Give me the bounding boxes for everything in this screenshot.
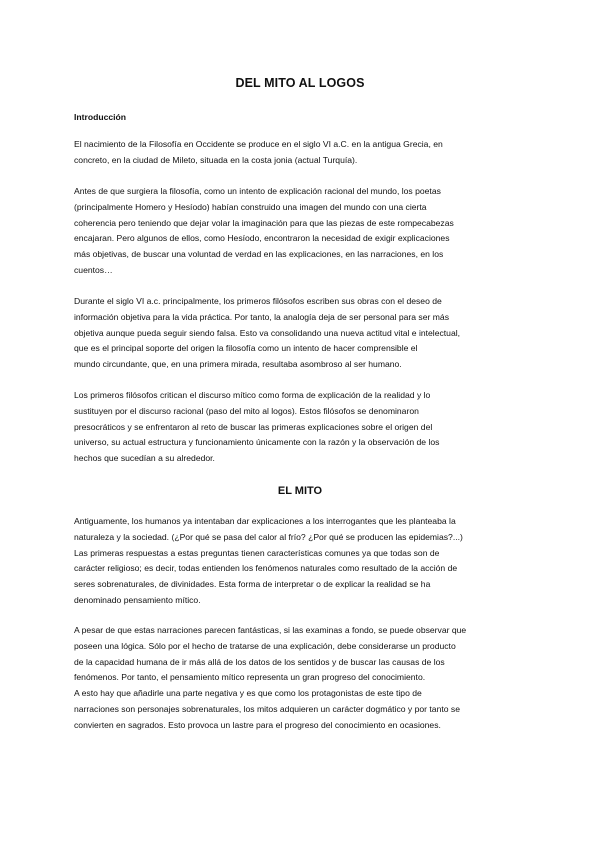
mito-paragraph-2 [74,623,534,734]
paragraph-line: cuentos… [74,264,113,275]
paragraph-line: Antes de que surgiera la filosofía, como un intento de explicación racional del mundo, los poetas [74,186,441,196]
paragraph-line: concreto, en la ciudad de Mileto, situada en la costa jonia (actual Turquía). [74,154,358,165]
paragraph-line: carácter religioso; es decir, todas entienden los fenómenos naturales como resultado de la acción de [74,563,458,574]
section-title-el-mito: EL MITO [277,485,323,497]
paragraph-line: naturaleza y la sociedad. (¿Por qué se pasa del calor al frío? ¿Por qué se producen las epidemias?...) [74,531,463,542]
paragraph-line: El nacimiento de la Filosofía en Occidente se produce en el siglo VI a.C. en la antigua Grecia, en [74,139,443,149]
page-title: DEL MITO AL LOGOS [235,76,365,90]
paragraph-line: Antiguamente, los humanos ya intentaban dar explicaciones a los interrogantes que les planteaba la [74,516,456,526]
paragraph-line: (principalmente Homero y Hesíodo) habían construido una imagen del mundo con una cierta [74,201,427,212]
paragraph-line: convierten en sagrados. Esto provoca un lastre para el progreso del conocimiento en ocasiones. [74,719,441,730]
paragraph-line: que es el principal soporte del origen la filosofía como un intento de hacer comprensible el [74,343,418,354]
mito-paragraph-1 [74,514,534,609]
paragraph-line: sustituyen por el discurso racional (paso del mito al logos). Estos filósofos se denominaron [74,405,419,416]
paragraph-line: hechos que sucedían a su alrededor. [74,453,215,464]
paragraph-line: universo, su actual estructura y funcionamiento únicamente con la razón y la observación de los [74,437,440,448]
intro-heading: Introducción [74,112,127,122]
paragraph-line: seres sobrenaturales, de divinidades. Esta forma de interpretar o de explicar la realidad se ha [74,579,431,590]
paragraph-line: A esto hay que añadirle una parte negativa y es que como los protagonistas de este tipo de [74,688,422,699]
paragraph-line: presocráticos y se enfrentaron al reto de buscar las primeras explicaciones sobre el origen del [74,421,433,432]
paragraph-line: fenómenos. Por tanto, el pensamiento mítico representa un gran progreso del conocimiento. [74,672,426,683]
paragraph-line: denominado pensamiento mítico. [74,594,201,605]
paragraph-line: más objetivas, de buscar una voluntad de verdad en las explicaciones, en las narraciones, en los [74,249,444,260]
intro-paragraph-2 [74,184,534,279]
paragraph-line: Las primeras respuestas a estas preguntas tienen características comunes ya que todas son de [74,547,440,558]
paragraph-line: encajaran. Pero algunos de ellos, como Hesíodo, encontraron la necesidad de exigir explicaciones [74,233,450,244]
paragraph-line: A pesar de que estas narraciones parecen fantásticas, si las examinas a fondo, se puede observar que [74,625,467,635]
paragraph-line: de la capacidad humana de ir más allá de los datos de los sentidos y de buscar las causas de los [74,656,445,667]
paragraph-line: narraciones son personajes sobrenaturales, los mitos adquieren un carácter dogmático y por tanto se [74,703,460,714]
paragraph-line: coherencia pero teniendo que dejar volar la imaginación para que las piezas de este rompecabezas [74,217,454,228]
intro-paragraph-3 [74,294,534,373]
paragraph-line: información objetiva para la vida práctica. Por tanto, la analogía deja de ser personal para ser más [74,311,449,322]
intro-paragraph-1 [74,137,534,169]
paragraph-line: mundo circundante, que, en una primera mirada, resultaba asombroso al ser humano. [74,359,402,370]
intro-paragraph-4 [74,388,534,467]
paragraph-line: objetiva aunque pueda seguir siendo falsa. Esto va consolidando una nueva actitud vital e intelectual, [74,327,461,338]
paragraph-line: Los primeros filósofos critican el discurso mítico como forma de explicación de la realidad y lo [74,390,431,400]
paragraph-line: Durante el siglo VI a.c. principalmente, los primeros filósofos escriben sus obras con el deseo de [74,296,442,306]
paragraph-line: poseen una lógica. Sólo por el hecho de tratarse de una explicación, debe considerarse un producto [74,640,456,651]
